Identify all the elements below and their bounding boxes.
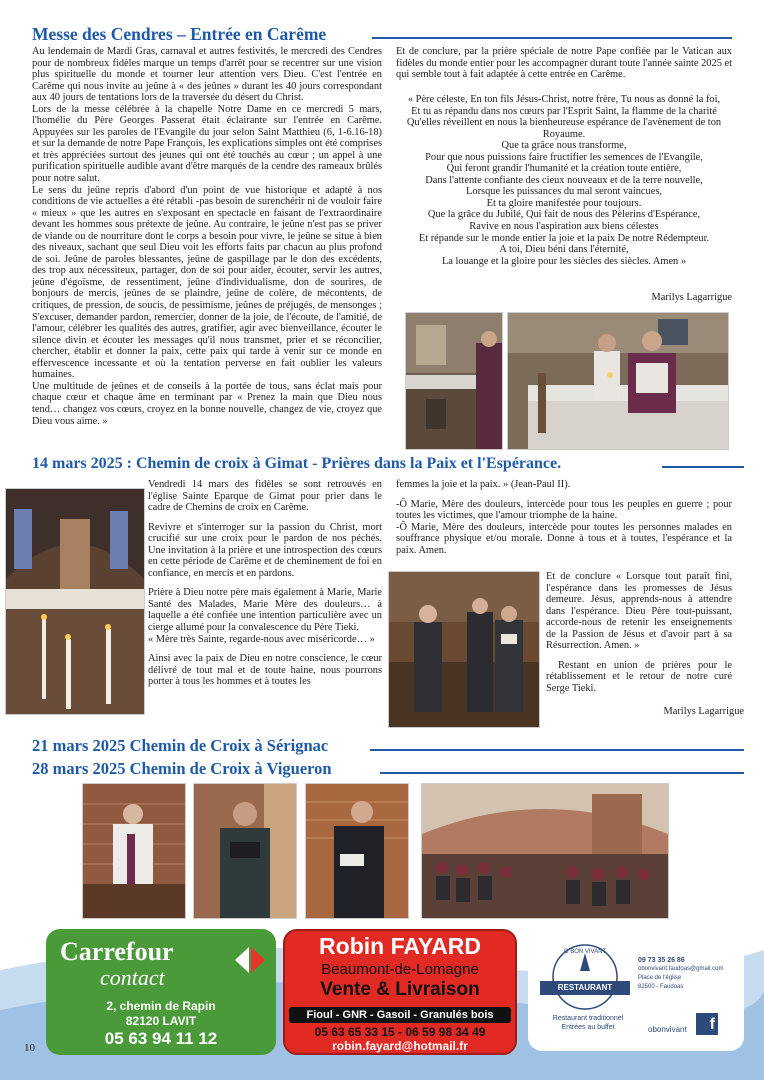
- fayard-tagline: Vente & Livraison: [320, 979, 480, 1000]
- ad-carrefour: [46, 929, 276, 1055]
- prayer-line: Dans l'attente confiante des cieux nouveaux et de la terre nouvelle,: [425, 174, 703, 186]
- title-rule: [372, 37, 732, 39]
- prayer-block: [396, 94, 732, 267]
- prayer-line: « Père céleste, En ton fils Jésus-Christ, notre frère, Tu nous as donné la foi,: [407, 94, 721, 105]
- photo-gimat-church: [5, 488, 145, 715]
- prayer-line: La louange et la gloire pour les siècles des siècles. Amen »: [441, 255, 687, 267]
- paragraph: Vendredi 14 mars des fidèles se sont retrouvés en l'église Sainte Eparque de Gimat pour prier dans le cadre de Chemins de croix en Carême.: [148, 479, 382, 514]
- cendres-left-text: [32, 46, 382, 427]
- section-title-cendres: Messe des Cendres – Entrée en Carême: [32, 24, 327, 44]
- photo-gimat-readers: [388, 571, 540, 728]
- bonvivant-address-1: Place de l'église: [638, 975, 682, 981]
- photo-serignac-priest: [82, 783, 186, 919]
- cendres-right-intro: Et de conclure, par la prière spéciale de notre Pape confiée par le Vatican aux fidèles du monde entier pour les accompagner durant toute l'année sainte 2025 et qui semble tout à fait adaptée à cette entrée en Carême.: [396, 46, 732, 81]
- fayard-phones: 05 63 65 33 15 - 06 59 98 34 49: [314, 1025, 486, 1039]
- prayer-line: Et tu as répandu dans nos cœurs par l'Esprit Saint, la flamme de la charité: [411, 105, 717, 117]
- facebook-icon[interactable]: f: [696, 1013, 718, 1035]
- fayard-products: Fioul - GNR - Gasoil - Granulés bois: [289, 1007, 511, 1023]
- fayard-name: Robin FAYARD: [319, 933, 481, 959]
- paragraph: Le sens du jeûne repris d'abord d'un point de vue historique et adapté à nos conditions de vie actuelles a été rétabli -pas besoin de surenchérir ni de vouloir faire « mieux » que les autres en s'exposant en spectacle en faisant de l'extraordinaire devant les hommes sous prétexte de jeûne. Au contraire, le jeûne n'est pas se priver de viande ou de nourriture dont le corps a besoin pour vivre, le jeûne se situe à bien des niveaux, sachant que seul Dieu voit les efforts faits par chacun au plus profond de soi. Jeûne de paroles blessantes, jeûne de gaspillage par le don des excédents, des trop aux nécessiteux, partager, don de soi pour aider, écouter, servir les autres, jeûne d'égoïsme, de ressentiment, jeûne d'individualisme, don de sourires, de bonjours de mercis, jeûnes de se plaindre, jeûne de colère, de mécontents, de critiques, de pression, de soucis, de pessimisme, jeûnes de préjugés, de mensonges ; S'excuser, demander pardon, remercier, donner de la joie, de l'écoute, de l'amitié, de l'amour, célébrer les qualités des autres, gratifier, agir avec bienveillance, écouter le silence divin et écouter les messages qu'il nous transmet, prier et se réconcilier, chercher, établir et donner la paix, cette paix qui tarde à venir sur ce monde en effervescence incessante et où la tentation perverse en fait oublier les valeurs humaines.: [32, 184, 382, 381]
- prayer-line: Qu'elles réveillent en nous la bienheureuse espérance de l'avènement de ton Royaume.: [406, 117, 722, 140]
- photo-vigueron-congregation: [421, 783, 669, 919]
- prayer-line: Pour que nous puissions faire fructifier les semences de l'Evangile,: [425, 151, 703, 163]
- prayer-line: Lorsque les puissances du mal seront vaincues,: [466, 186, 662, 198]
- fayard-email: robin.fayard@hotmail.fr: [332, 1039, 468, 1053]
- carrefour-brand: Carrefour: [60, 937, 174, 966]
- prayer-line: Ravive en nous l'aspiration aux biens célestes: [469, 221, 659, 233]
- paragraph: Lors de la messe célébrée à la chapelle Notre Dame en ce mercredi 5 mars, l'homélie du Père Georges Passerat était éclairante sur l'entrée en Carême. Appuyées sur les paroles de l'Evangile du jour selon Saint Matthieu (6, 1-6.16-18) et sur la demande de notre Pape François, les explications simples ont été comprises et très appréciées surtout des jeunes qui ont été touchés au cœur ; un appel à une purification spirituelle audible avant d'être marqués de la cendre des rameaux brûlés pour notre salut.: [32, 103, 382, 185]
- ad-fayard: [283, 929, 517, 1055]
- paragraph: Ainsi avec la paix de Dieu en notre conscience, le cœur délivré de tout mal et de toute haine, nous pourrons porter à tous les hommes et à toutes les: [148, 653, 382, 688]
- bonvivant-desc-1: Restaurant traditionnel: [552, 1015, 624, 1022]
- signature: Marilys Lagarrigue: [651, 292, 732, 303]
- carrefour-logo-icon: [232, 943, 266, 982]
- paragraph: Prière à Dieu notre père mais également à Marie, Marie Santé des Malades, Marie Mère des douleurs… à laquelle a été confiée une intention particulière avec un cierge allumé pour la convalescence du Père Tieki.: [148, 587, 382, 634]
- signature: Marilys Lagarrigue: [663, 706, 744, 717]
- carrefour-phone: 05 63 94 11 12: [104, 1029, 218, 1048]
- gimat-col1: [148, 479, 382, 688]
- fayard-town: Beaumont-de-Lomagne: [321, 961, 479, 978]
- title-rule: [662, 466, 744, 468]
- bonvivant-social[interactable]: obonvivant: [648, 1025, 687, 1034]
- section-title-vigueron: 28 mars 2025 Chemin de Croix à Vigueron: [32, 759, 332, 778]
- bonvivant-phone: 09 73 35 26 86: [638, 957, 685, 964]
- page-number: 10: [24, 1042, 35, 1054]
- paragraph: Restant en union de prières pour le rétablissement et le retour de notre curé Serge Tieki.: [546, 659, 732, 694]
- title-rule: [380, 772, 744, 774]
- bonvivant-email: obonvivant.faudoas@gmail.com: [638, 966, 724, 972]
- prayer-line: Et ta gloire manifestée pour toujours.: [486, 197, 642, 209]
- ad-bonvivant: [528, 933, 744, 1051]
- section-title-serignac: 21 mars 2025 Chemin de Croix à Sérignac: [32, 736, 329, 755]
- paragraph: Revivre et s'interroger sur la passion du Christ, mort crucifié sur une croix pour le pardon de nos péchés. Une invitation à la prière et une introspection des cœurs en cette période de Carême et de cheminement de foi en confiance, en mercis et en pardons.: [148, 521, 382, 579]
- bonvivant-badge-top: O BON VIVANT: [563, 949, 607, 955]
- gimat-col2-top: [396, 479, 732, 556]
- photo-mass-celebration: [507, 312, 729, 450]
- bonvivant-badge-ribbon: RESTAURANT: [557, 983, 613, 992]
- photo-serignac-reader-man: [305, 783, 409, 919]
- bonvivant-address-2: 82500 - Faudoas: [638, 984, 684, 990]
- paragraph: « Mère très Sainte, regarde-nous avec miséricorde… »: [148, 633, 375, 645]
- paragraph: femmes la joie et la paix. » (Jean-Paul II).: [396, 479, 571, 490]
- prayer-line: Que la grâce du Jubilé, Qui fait de nous des Pèlerins d'Espérance,: [427, 209, 701, 221]
- carrefour-city: 82120 LAVIT: [125, 1014, 197, 1028]
- photo-serignac-reader-woman: [193, 783, 297, 919]
- photo-altar-priest: [405, 312, 503, 450]
- paragraph: Une multitude de jeûnes et de conseils à la portée de tous, sans éclat mais pour chaque cœur et chaque âme en terminant par « Prenez la main que Dieu nous tend… changez vos cœurs, croyez en la bonne nouvelle, changez de vie, croyez que Dieu vous aime. »: [32, 380, 382, 427]
- prayer-line: Qui feront grandir l'humanité et la création toute entière,: [446, 163, 682, 175]
- paragraph: Au lendemain de Mardi Gras, carnaval et autres festivités, le mercredi des Cendres pour de nombreux fidèles marque un temps d'arrêt pour se recentrer sur une vision plus spirituelle du monde et tourner leur attention vers Dieu. C'est l'entrée en Carême qui nous invite au jeûne à « des jeûnes » durant les 40 jours correspondant aux 40 jours de tentations lors de la traversée du désert du Christ.: [32, 46, 382, 104]
- prayer-line: A toi, Dieu béni dans l'éternité,: [499, 244, 629, 256]
- carrefour-address: 2, chemin de Rapin: [106, 999, 216, 1013]
- prayer-line: Que ta grâce nous transforme,: [501, 140, 627, 152]
- prayer-line: Et répande sur le monde entier la joie et la paix De notre Rédempteur.: [418, 232, 710, 244]
- paragraph: Et de conclure « Lorsque tout paraît fini, l'espérance dans les promesses de Jésus demeure. Jésus, apprends-nous à attendre dans l'espérance. Dieu Père tout-puissant, accorde-nous de retenir les enseignements de la Passion de Jésus et d'avoir part à sa Résurrection. Amen. »: [546, 571, 732, 652]
- title-rule: [370, 749, 744, 751]
- paragraph: -Ô Marie, Mère des douleurs, intercède pour toutes les personnes malades en souffrance physique et/ou morale. Donne à tous et à toutes, l'espérance et la paix. Amen.: [396, 521, 732, 556]
- gimat-col2-side: [546, 571, 732, 694]
- bonvivant-desc-2: Entrées au buffet: [561, 1024, 615, 1031]
- section-title-gimat: 14 mars 2025 : Chemin de croix à Gimat - Prières dans la Paix et l'Espérance.: [32, 455, 562, 472]
- carrefour-brand-sub: contact: [100, 965, 165, 990]
- bonvivant-logo: [536, 941, 634, 1019]
- paragraph: -Ô Marie, Mère des douleurs, intercède pour tous les peuples en guerre ; pour toutes les victimes, que l'amour triomphe de la haine.: [396, 498, 732, 522]
